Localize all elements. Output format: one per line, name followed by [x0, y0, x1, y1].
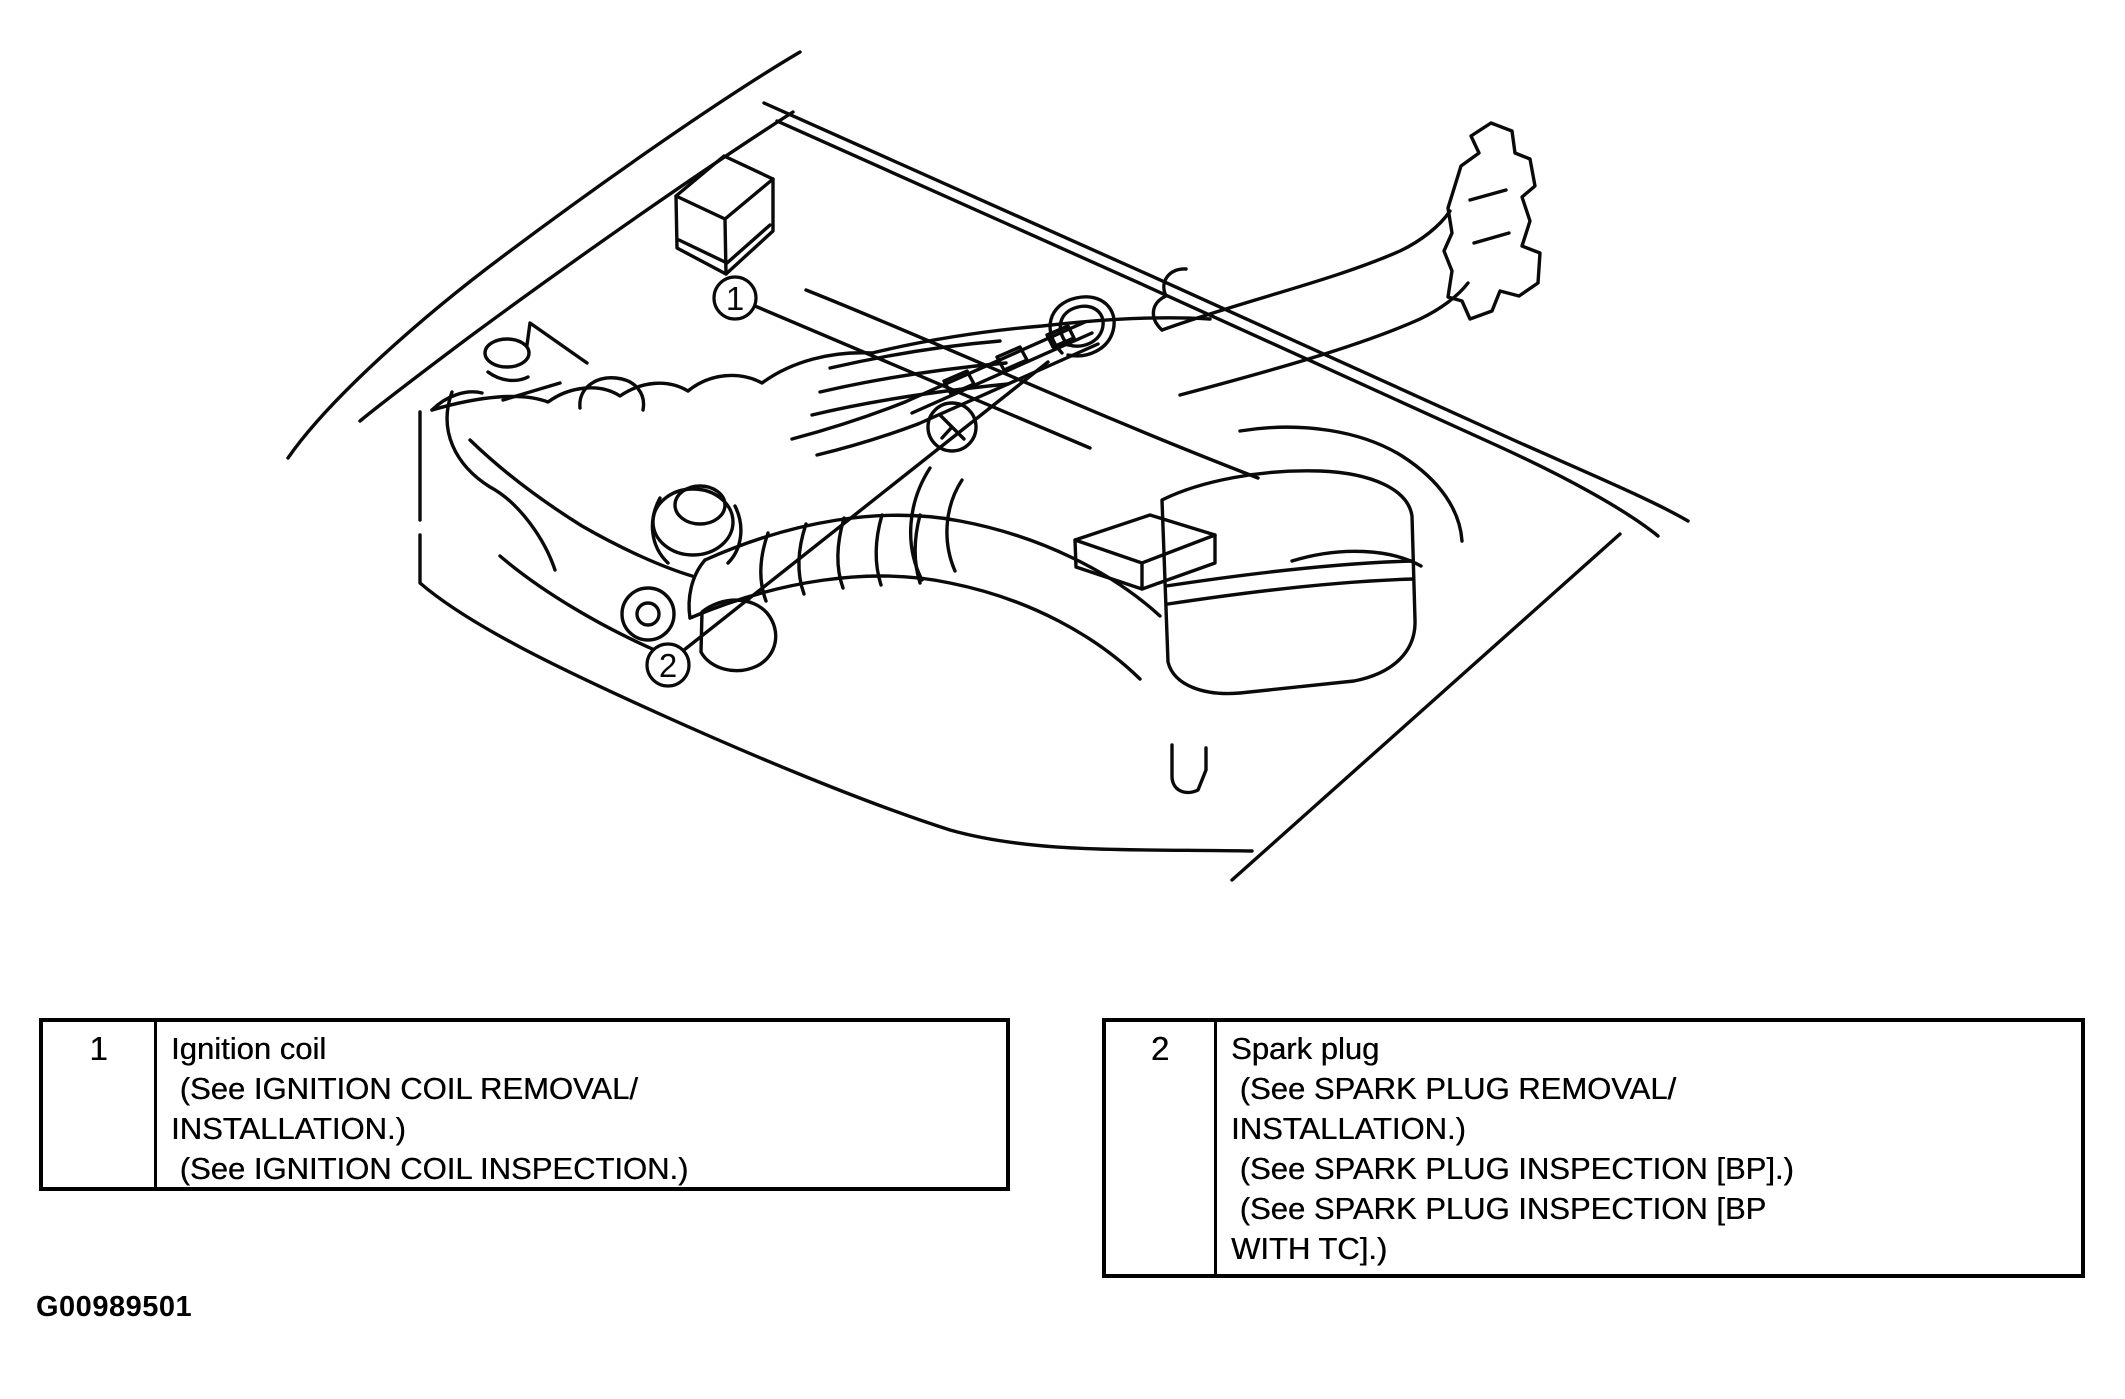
legend-table-ignition-coil — [39, 1018, 1010, 1191]
legend-2-line: INSTALLATION.) — [1231, 1111, 1466, 1146]
engine-lower-boundary — [420, 392, 1252, 851]
reservoir-dome — [432, 378, 644, 410]
front-accessory-lines — [470, 440, 776, 671]
resonator-box — [1075, 515, 1215, 589]
frame-rail-line — [1232, 534, 1620, 880]
callout-1-number: 1 — [725, 280, 745, 317]
legend-table-spark-plug — [1102, 1018, 2085, 1278]
callout-2-number: 2 — [658, 647, 678, 684]
legend-2-number: 2 — [1106, 1022, 1217, 1274]
legend-2-line: Spark plug — [1231, 1031, 1380, 1066]
legend-2-line: (See SPARK PLUG INSPECTION [BP].) — [1231, 1151, 1794, 1186]
legend-1-line: Ignition coil — [171, 1031, 327, 1066]
engine-top-outline — [432, 318, 1210, 410]
legend-2-line: (See SPARK PLUG REMOVAL/ — [1231, 1071, 1677, 1106]
relay-box — [676, 156, 773, 274]
legend-2-line: WITH TC].) — [1231, 1231, 1388, 1266]
legend-2-body — [1217, 1022, 2081, 1274]
hood-edge-lines — [288, 52, 800, 458]
cowl-lines — [764, 103, 1688, 536]
intake-duct — [689, 515, 1160, 679]
transmission-arm — [1153, 123, 1540, 566]
oil-filler-cap — [485, 323, 587, 400]
legend-1-body — [157, 1022, 1006, 1187]
figure-id-code: G00989501 — [36, 1291, 193, 1323]
legend-1-line: (See IGNITION COIL REMOVAL/ — [171, 1071, 638, 1106]
legend-1-number: 1 — [43, 1022, 157, 1187]
legend-1-line: (See IGNITION COIL INSPECTION.) — [171, 1151, 689, 1186]
air-cleaner-box — [1162, 471, 1415, 793]
legend-2-line: (See SPARK PLUG INSPECTION [BP — [1231, 1191, 1767, 1226]
legend-1-line: INSTALLATION.) — [171, 1111, 406, 1146]
